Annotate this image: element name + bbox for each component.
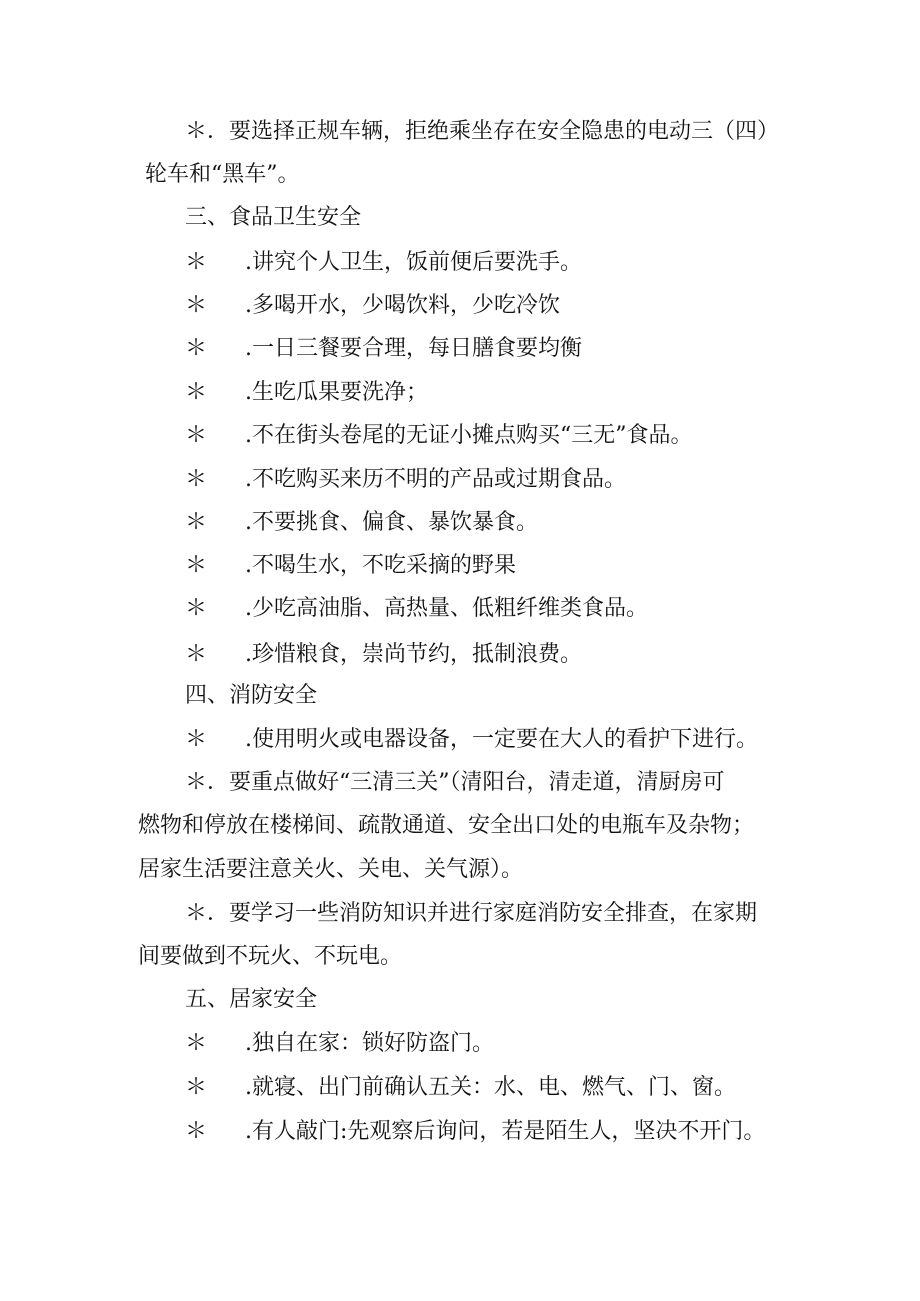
- list-marker: ＊: [185, 510, 208, 535]
- list-marker: ＊: [185, 380, 208, 405]
- paragraph-line: 居家生活要注意关火、关电、关气源）。: [138, 857, 524, 882]
- list-item-text: .少吃高油脂、高热量、低粗纤维类食品。: [245, 596, 648, 621]
- paragraph-line: ＊．要选择正规车辆，拒绝乘坐存在安全隐患的电动三（四）: [185, 119, 780, 144]
- list-item-text: .不要挑食、偏食、暴饮暴食。: [245, 510, 538, 535]
- section-heading: 四、消防安全: [185, 683, 318, 708]
- section-heading: 三、食品卫生安全: [185, 205, 362, 230]
- list-item-text: .使用明火或电器设备，一定要在大人的看护下进行。: [245, 727, 758, 752]
- list-marker: ＊: [185, 727, 208, 752]
- paragraph-line: ＊．要重点做好“三清三关”（清阳台，清走道，清厨房可: [185, 770, 725, 795]
- section-heading: 五、居家安全: [185, 987, 318, 1012]
- list-item-text: .独自在家：锁好防盗门。: [245, 1031, 494, 1056]
- paragraph-line: 间要做到不玩火、不玩电。: [138, 944, 403, 969]
- paragraph-line: 轮车和“黑车”。: [145, 162, 300, 187]
- list-item-text: .多喝开水，少喝饮料，少吃冷饮: [245, 293, 560, 318]
- paragraph-line: ＊．要学习一些消防知识并进行家庭消防安全排查，在家期: [185, 901, 758, 926]
- list-marker: ＊: [185, 553, 208, 578]
- list-marker: ＊: [185, 1031, 208, 1056]
- paragraph-line: 燃物和停放在楼梯间、疏散通道、安全出口处的电瓶车及杂物；: [138, 813, 755, 838]
- list-item-text: .一日三餐要合理，每日膳食要均衡: [245, 336, 582, 361]
- list-item-text: .不吃购买来历不明的产品或过期食品。: [245, 467, 626, 492]
- list-marker: ＊: [185, 423, 208, 448]
- list-item-text: .就寝、出门前确认五关：水、电、燃气、门、窗。: [245, 1075, 736, 1100]
- list-item-text: .生吃瓜果要洗净；: [245, 380, 428, 405]
- list-marker: ＊: [185, 250, 208, 275]
- list-item-text: .有人敲门:先观察后询问，若是陌生人，坚决不开门。: [245, 1119, 766, 1144]
- list-marker: ＊: [185, 467, 208, 492]
- list-marker: ＊: [185, 1075, 208, 1100]
- list-marker: ＊: [185, 336, 208, 361]
- list-item-text: .珍惜粮食，崇尚节约，抵制浪费。: [245, 642, 582, 667]
- list-marker: ＊: [185, 642, 208, 667]
- list-item-text: .不在街头卷尾的无证小摊点购买“三无”食品。: [245, 423, 693, 448]
- list-item-text: .不喝生水，不吃采摘的野果: [245, 553, 516, 578]
- list-marker: ＊: [185, 293, 208, 318]
- list-item-text: .讲究个人卫生，饭前便后要洗手。: [245, 250, 582, 275]
- list-marker: ＊: [185, 596, 208, 621]
- list-marker: ＊: [185, 1119, 208, 1144]
